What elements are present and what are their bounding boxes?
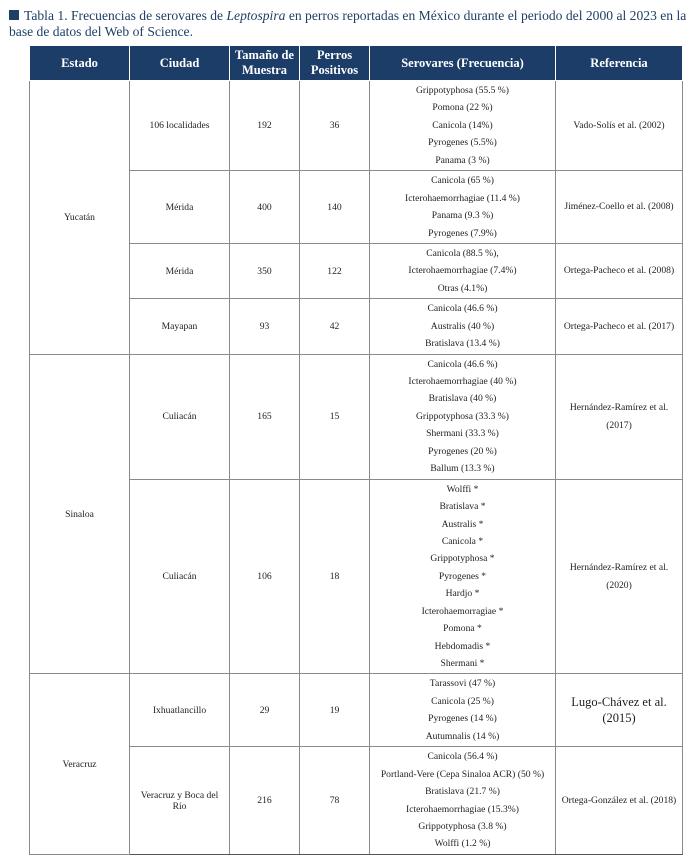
serovar-item: Wolffi * [446,483,479,495]
serovar-item: Canicola (56.4 %) [427,751,498,763]
serovar-item: Icterohaemorrhagiae (11.4 %) [405,192,520,204]
serovar-item: Autumnalis (14 %) [425,730,500,742]
tamano-cell: 106 [230,479,300,674]
ciudad-cell: Culiacán [130,479,230,674]
tamano-cell: 216 [230,747,300,855]
perros-cell: 15 [300,354,370,479]
caption-prefix: Tabla 1. Frecuencias de serovares de [24,8,227,23]
header-perros: Perros Positivos [300,46,370,81]
serovar-item: Bratislava (40 %) [428,393,497,405]
serovar-item: Icterohaemorrhagiae (15.3%) [406,803,519,815]
serovar-item: Bratislava * [439,501,486,513]
serovar-item: Pyrogenes * [438,570,487,582]
serovares-cell [370,299,556,354]
perros-cell: 19 [300,674,370,747]
serovar-item: Icterohaemorragiae * [421,605,504,617]
serovar-item: Pyrogenes (14 %) [428,713,497,725]
referencia-cell: Jiménez-Coello et al. (2008) [556,171,683,244]
serovar-item: Canicola (25 %) [431,695,494,707]
ciudad-cell: Ixhuatlancillo [130,674,230,747]
serovar-item: Canicola (14%) [432,119,493,131]
referencia-cell: Hernández-Ramírez et al. (2020) [556,479,683,674]
serovares-cell [370,81,556,171]
serovar-item: Pomona * [443,623,482,635]
serovar-item: Tarassovi (47 %) [429,678,496,690]
serovar-item: Grippotyphosa (55.5 %) [416,85,509,96]
serovares-cell [370,479,556,674]
tamano-cell: 165 [230,354,300,479]
tamano-cell: 350 [230,243,300,298]
serovar-item: Pomona (22 %) [432,102,493,114]
serovar-item: Shermani (33.3 %) [426,428,499,440]
serovar-item: Grippotyphosa * [430,553,495,565]
serovares-cell [370,243,556,298]
tamano-cell: 93 [230,299,300,354]
ciudad-cell: Mérida [130,243,230,298]
header-serovares: Serovares (Frecuencia) [370,46,556,81]
referencia-cell: Vado-Solís et al. (2002) [556,81,683,171]
serovar-item: Wolffi (1.2 %) [434,838,491,850]
header-referencia: Referencia [556,46,683,81]
header-ciudad: Ciudad [130,46,230,81]
serovar-item: Grippotyphosa (3.8 %) [418,820,507,832]
perros-cell: 122 [300,243,370,298]
serovar-item: Icterohaemorrhagiae (40 %) [408,376,517,387]
header-estado: Estado [30,46,130,81]
serovar-item: Panama (9.3 %) [431,210,494,222]
referencia-cell: Ortega-González et al. (2018) [556,747,683,855]
table-header-row [30,46,683,81]
serovar-item: Shermani * [440,658,485,669]
serovar-item: Canicola (46.6 %) [427,303,498,315]
serovar-item: Canicola (88.5 %), [426,247,499,259]
serovares-cell [370,171,556,244]
tamano-cell: 29 [230,674,300,747]
serovar-item: Hebdomadis * [434,640,491,652]
perros-cell: 36 [300,81,370,171]
tamano-cell: 400 [230,171,300,244]
serovar-item: Pyrogenes (7.9%) [428,227,497,239]
referencia-cell: Ortega-Pacheco et al. (2017) [556,299,683,354]
table-caption [9,8,689,40]
serovares-cell [370,674,556,747]
header-tamano: Tamaño de Muestra [230,46,300,81]
serovares-cell [370,354,556,479]
serovares-cell [370,747,556,855]
referencia-cell: Lugo-Chávez et al. (2015) [556,674,683,747]
serovar-item: Australis (40 %) [430,320,495,332]
serovar-item: Canicola (46.6 %) [427,358,498,370]
table-row [30,674,683,747]
serovar-item: Otras (4.1%) [437,282,488,294]
serovar-item: Panama (3 %) [435,154,490,166]
serovar-item: Icterohaemorrhagiae (7.4%) [408,265,517,277]
serovar-item: Portland-Vere (Cepa Sinaloa ACR) (50 %) [380,768,545,780]
table-row [30,354,683,479]
serovar-item: Bratislava (21.7 %) [425,786,500,798]
serovar-table [29,45,683,855]
caption-suffix: en perros reportadas en México durante el periodo del 2000 al 2023 en la base de datos del Web of Science. [9,8,687,39]
referencia-cell: Hernández-Ramírez et al. (2017) [556,354,683,479]
ciudad-cell: Veracruz y Boca del Río [130,747,230,855]
estado-cell: Yucatán [30,81,130,355]
estado-cell: Veracruz [30,674,130,854]
perros-cell: 78 [300,747,370,855]
serovar-item: Canicola * [441,535,484,547]
serovar-item: Pyrogenes (20 %) [428,445,497,457]
serovar-item: Pyrogenes (5.5%) [428,137,497,149]
perros-cell: 42 [300,299,370,354]
perros-cell: 140 [300,171,370,244]
serovar-item: Ballum (13.3 %) [430,463,495,475]
referencia-cell: Ortega-Pacheco et al. (2008) [556,243,683,298]
ciudad-cell: Culiacán [130,354,230,479]
serovar-item: Grippotyphosa (33.3 %) [416,410,509,422]
ciudad-cell: 106 localidades [130,81,230,171]
estado-cell: Sinaloa [30,354,130,674]
serovar-item: Hardjo * [445,588,480,600]
ciudad-cell: Mérida [130,171,230,244]
tamano-cell: 192 [230,81,300,171]
serovar-item: Australis * [441,518,484,530]
serovar-item: Canicola (65 %) [431,175,494,187]
serovar-item: Bratislava (13.4 %) [425,338,500,350]
caption-marker-icon [9,10,19,20]
perros-cell: 18 [300,479,370,674]
ciudad-cell: Mayapan [130,299,230,354]
table-row [30,81,683,171]
caption-genus: Leptospira [226,8,286,23]
